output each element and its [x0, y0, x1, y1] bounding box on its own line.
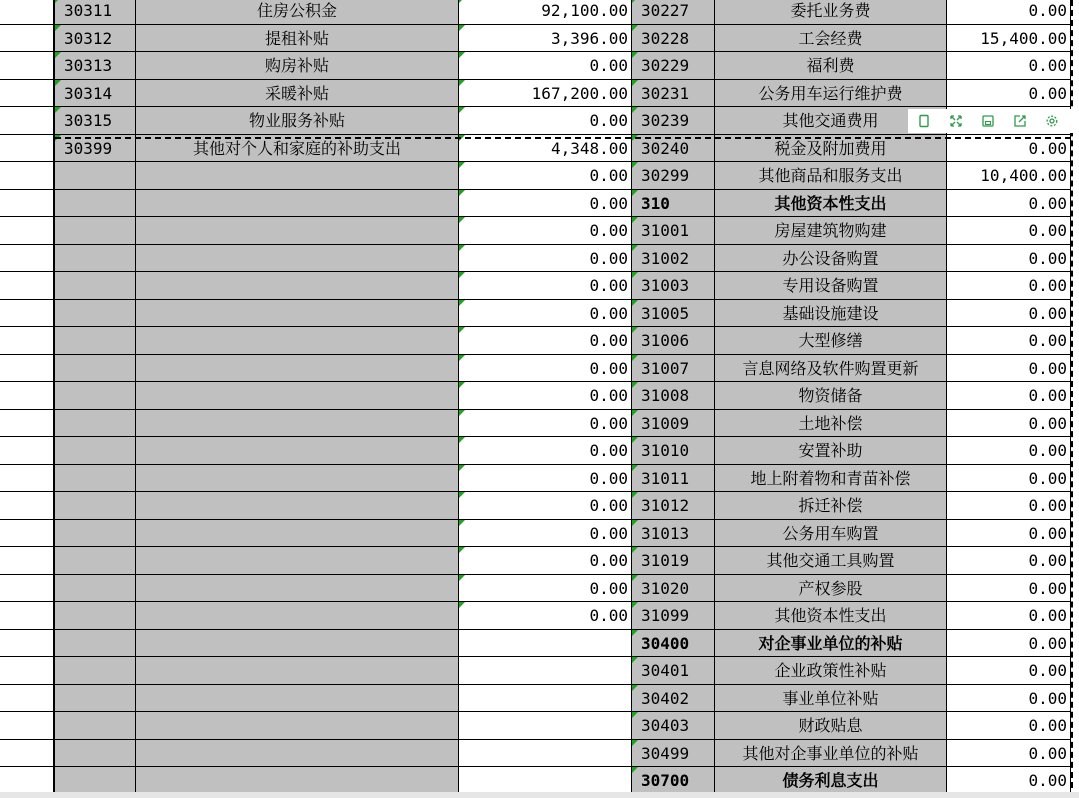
table-row — [0, 465, 1079, 493]
name-cell-right[interactable]: 房屋建筑物购建 — [715, 217, 947, 245]
code-cell-left[interactable] — [55, 162, 136, 190]
code-cell-left[interactable] — [55, 190, 136, 218]
name-cell-left[interactable] — [136, 327, 459, 355]
amount-cell-right[interactable]: 0.00 — [947, 465, 1071, 493]
name-cell-left[interactable] — [136, 712, 459, 740]
amount-cell-left[interactable]: 0.00 — [459, 245, 632, 273]
table-row — [0, 602, 1079, 630]
code-cell-right[interactable]: 30400 — [632, 630, 715, 658]
selection-dash-line — [55, 137, 1071, 139]
name-cell-right[interactable]: 其他对企事业单位的补贴 — [715, 740, 947, 768]
code-cell-right[interactable]: 30229 — [632, 52, 715, 80]
name-cell-right[interactable]: 大型修缮 — [715, 327, 947, 355]
code-cell-right[interactable]: 30403 — [632, 712, 715, 740]
name-cell-left[interactable]: 购房补贴 — [136, 52, 459, 80]
amount-cell-right[interactable]: 15,400.00 — [947, 25, 1071, 53]
save-icon[interactable] — [972, 109, 1004, 133]
amount-cell-right[interactable]: 0.00 — [947, 740, 1071, 768]
code-cell-left[interactable] — [55, 767, 136, 795]
amount-cell-right[interactable]: 10,400.00 — [947, 162, 1071, 190]
code-cell-left[interactable] — [55, 712, 136, 740]
amount-cell-left[interactable] — [459, 685, 632, 713]
amount-cell-right[interactable]: 0.00 — [947, 547, 1071, 575]
amount-cell-left[interactable] — [459, 630, 632, 658]
name-cell-right[interactable]: 言息网络及软件购置更新 — [715, 355, 947, 383]
table-row — [0, 245, 1079, 273]
copy-icon-shape — [917, 114, 931, 128]
amount-cell-right[interactable]: 0.00 — [947, 190, 1071, 218]
name-cell-left[interactable] — [136, 740, 459, 768]
amount-cell-right[interactable]: 0.00 — [947, 0, 1071, 25]
code-cell-left[interactable] — [55, 630, 136, 658]
code-cell-right[interactable]: 310 — [632, 190, 715, 218]
table-row — [0, 740, 1079, 768]
table-row — [0, 162, 1079, 190]
amount-cell-right[interactable]: 0.00 — [947, 630, 1071, 658]
row-header-cell — [0, 190, 55, 218]
amount-cell-right[interactable]: 0.00 — [947, 492, 1071, 520]
amount-cell-left[interactable]: 0.00 — [459, 465, 632, 493]
row-header-cell — [0, 272, 55, 300]
amount-cell-right[interactable]: 0.00 — [947, 52, 1071, 80]
amount-cell-left[interactable]: 0.00 — [459, 575, 632, 603]
name-cell-right[interactable]: 专用设备购置 — [715, 272, 947, 300]
amount-cell-left[interactable]: 0.00 — [459, 410, 632, 438]
horizontal-scrollbar[interactable] — [0, 792, 1079, 798]
table-row — [0, 767, 1079, 795]
row-header-cell — [0, 437, 55, 465]
code-cell-left[interactable] — [55, 740, 136, 768]
code-cell-right[interactable]: 30231 — [632, 80, 715, 108]
table-row — [0, 520, 1079, 548]
amount-cell-left[interactable]: 0.00 — [459, 547, 632, 575]
row-header-cell — [0, 630, 55, 658]
code-cell-left[interactable] — [55, 602, 136, 630]
table-row — [0, 327, 1079, 355]
copy-icon[interactable] — [908, 109, 940, 133]
amount-cell-left[interactable]: 0.00 — [459, 300, 632, 328]
amount-cell-right[interactable]: 0.00 — [947, 135, 1071, 163]
code-cell-right[interactable]: 31012 — [632, 492, 715, 520]
amount-cell-left[interactable]: 0.00 — [459, 520, 632, 548]
row-header-cell — [0, 162, 55, 190]
table-row — [0, 190, 1079, 218]
amount-cell-left[interactable] — [459, 712, 632, 740]
name-cell-right[interactable]: 土地补偿 — [715, 410, 947, 438]
amount-cell-right[interactable]: 0.00 — [947, 685, 1071, 713]
name-cell-right[interactable]: 其他资本性支出 — [715, 190, 947, 218]
name-cell-right[interactable]: 债务利息支出 — [715, 767, 947, 795]
row-header-cell — [0, 25, 55, 53]
table-row — [0, 217, 1079, 245]
name-cell-right[interactable]: 对企事业单位的补贴 — [715, 630, 947, 658]
name-cell-left[interactable] — [136, 355, 459, 383]
name-cell-right[interactable]: 其他交通工具购置 — [715, 547, 947, 575]
name-cell-right[interactable]: 拆迁补偿 — [715, 492, 947, 520]
name-cell-left[interactable]: 提租补贴 — [136, 25, 459, 53]
row-header-cell — [0, 355, 55, 383]
name-cell-left[interactable]: 物业服务补贴 — [136, 107, 459, 135]
expand-icon[interactable] — [940, 109, 972, 133]
name-cell-left[interactable]: 其他对个人和家庭的补助支出 — [136, 135, 459, 163]
name-cell-right[interactable]: 财政贴息 — [715, 712, 947, 740]
save-icon-shape — [981, 114, 995, 128]
row-header-cell — [0, 80, 55, 108]
code-cell-left[interactable] — [55, 300, 136, 328]
amount-cell-left[interactable]: 167,200.00 — [459, 80, 632, 108]
name-cell-left[interactable] — [136, 272, 459, 300]
code-cell-right[interactable]: 30700 — [632, 767, 715, 795]
code-cell-left[interactable]: 30313 — [55, 52, 136, 80]
code-cell-right[interactable]: 31002 — [632, 245, 715, 273]
code-cell-left[interactable] — [55, 465, 136, 493]
table-row — [0, 25, 1079, 53]
name-cell-right[interactable]: 办公设备购置 — [715, 245, 947, 273]
name-cell-right[interactable]: 税金及附加费用 — [715, 135, 947, 163]
amount-cell-left[interactable] — [459, 740, 632, 768]
code-cell-left[interactable] — [55, 410, 136, 438]
code-cell-left[interactable] — [55, 382, 136, 410]
table-row — [0, 355, 1079, 383]
name-cell-right[interactable]: 其他商品和服务支出 — [715, 162, 947, 190]
code-cell-right[interactable]: 30239 — [632, 107, 715, 135]
amount-cell-left[interactable]: 0.00 — [459, 52, 632, 80]
code-cell-left[interactable] — [55, 685, 136, 713]
name-cell-right[interactable]: 地上附着物和青苗补偿 — [715, 465, 947, 493]
row-header-cell — [0, 685, 55, 713]
amount-cell-right[interactable]: 0.00 — [947, 80, 1071, 108]
code-cell-right[interactable]: 31008 — [632, 382, 715, 410]
name-cell-left[interactable]: 采暖补贴 — [136, 80, 459, 108]
table-row — [0, 547, 1079, 575]
table-row — [0, 685, 1079, 713]
amount-cell-left[interactable]: 0.00 — [459, 190, 632, 218]
code-cell-right[interactable]: 31019 — [632, 547, 715, 575]
name-cell-left[interactable] — [136, 190, 459, 218]
code-cell-left[interactable] — [55, 492, 136, 520]
code-cell-right[interactable]: 31007 — [632, 355, 715, 383]
row-header-cell — [0, 382, 55, 410]
code-cell-right[interactable]: 31009 — [632, 410, 715, 438]
amount-cell-right[interactable]: 0.00 — [947, 437, 1071, 465]
table-row — [0, 712, 1079, 740]
row-header-cell — [0, 520, 55, 548]
code-cell-right[interactable]: 31020 — [632, 575, 715, 603]
code-cell-right[interactable]: 30499 — [632, 740, 715, 768]
amount-cell-right[interactable]: 0.00 — [947, 712, 1071, 740]
share-icon-shape — [1013, 114, 1027, 128]
code-cell-right[interactable]: 31013 — [632, 520, 715, 548]
row-header-cell — [0, 245, 55, 273]
amount-cell-right[interactable]: 0.00 — [947, 327, 1071, 355]
code-cell-left[interactable] — [55, 245, 136, 273]
name-cell-left[interactable] — [136, 492, 459, 520]
row-header-cell — [0, 740, 55, 768]
code-cell-left[interactable]: 30399 — [55, 135, 136, 163]
name-cell-right[interactable]: 其他交通费用 — [715, 107, 947, 135]
amount-cell-right[interactable]: 0.00 — [947, 520, 1071, 548]
amount-cell-left[interactable]: 0.00 — [459, 327, 632, 355]
amount-cell-left[interactable]: 3,396.00 — [459, 25, 632, 53]
amount-cell-left[interactable]: 0.00 — [459, 602, 632, 630]
code-cell-left[interactable] — [55, 547, 136, 575]
row-header-cell — [0, 657, 55, 685]
amount-cell-right[interactable]: 0.00 — [947, 410, 1071, 438]
row-header-cell — [0, 492, 55, 520]
name-cell-left[interactable] — [136, 767, 459, 795]
table-row — [0, 382, 1079, 410]
code-cell-right[interactable]: 30299 — [632, 162, 715, 190]
name-cell-left[interactable]: 住房公积金 — [136, 0, 459, 25]
code-cell-left[interactable] — [55, 327, 136, 355]
row-header-cell — [0, 602, 55, 630]
row-header-cell — [0, 300, 55, 328]
name-cell-left[interactable] — [136, 410, 459, 438]
name-cell-right[interactable]: 安置补助 — [715, 437, 947, 465]
amount-cell-left[interactable] — [459, 657, 632, 685]
code-cell-left[interactable]: 30314 — [55, 80, 136, 108]
name-cell-right[interactable]: 委托业务费 — [715, 0, 947, 25]
row-header-cell — [0, 107, 55, 135]
name-cell-right[interactable]: 物资储备 — [715, 382, 947, 410]
amount-cell-right[interactable]: 0.00 — [947, 575, 1071, 603]
amount-cell-right[interactable]: 0.00 — [947, 657, 1071, 685]
row-header-cell — [0, 767, 55, 795]
table-row — [0, 437, 1079, 465]
amount-cell-left[interactable]: 0.00 — [459, 272, 632, 300]
code-cell-left[interactable] — [55, 437, 136, 465]
name-cell-left[interactable] — [136, 547, 459, 575]
row-header-cell — [0, 217, 55, 245]
name-cell-right[interactable]: 企业政策性补贴 — [715, 657, 947, 685]
code-cell-right[interactable]: 30228 — [632, 25, 715, 53]
amount-cell-right[interactable]: 0.00 — [947, 382, 1071, 410]
code-cell-left[interactable] — [55, 272, 136, 300]
amount-cell-left[interactable]: 0.00 — [459, 107, 632, 135]
row-header-cell — [0, 575, 55, 603]
table-row — [0, 300, 1079, 328]
amount-cell-right[interactable]: 0.00 — [947, 602, 1071, 630]
amount-cell-right[interactable]: 0.00 — [947, 245, 1071, 273]
name-cell-right[interactable]: 产权参股 — [715, 575, 947, 603]
table-row — [0, 410, 1079, 438]
name-cell-right[interactable]: 工会经费 — [715, 25, 947, 53]
code-cell-right[interactable]: 31006 — [632, 327, 715, 355]
name-cell-right[interactable]: 福利费 — [715, 52, 947, 80]
amount-cell-left[interactable]: 4,348.00 — [459, 135, 632, 163]
name-cell-left[interactable] — [136, 217, 459, 245]
code-cell-right[interactable]: 31099 — [632, 602, 715, 630]
amount-cell-right[interactable]: 0.00 — [947, 272, 1071, 300]
floating-toolbar — [908, 109, 1079, 133]
row-header-cell — [0, 52, 55, 80]
row-header-cell — [0, 410, 55, 438]
name-cell-left[interactable] — [136, 465, 459, 493]
code-cell-left[interactable]: 30311 — [55, 0, 136, 25]
amount-cell-left[interactable]: 0.00 — [459, 437, 632, 465]
code-cell-right[interactable]: 30401 — [632, 657, 715, 685]
settings-icon-shape — [1045, 114, 1059, 128]
name-cell-left[interactable] — [136, 437, 459, 465]
table-row — [0, 52, 1079, 80]
name-cell-left[interactable] — [136, 685, 459, 713]
name-cell-left[interactable] — [136, 657, 459, 685]
settings-icon[interactable] — [1036, 109, 1068, 133]
code-cell-right[interactable]: 30227 — [632, 0, 715, 25]
expand-icon-shape — [949, 114, 963, 128]
code-cell-left[interactable] — [55, 657, 136, 685]
name-cell-right[interactable]: 公务用车运行维护费 — [715, 80, 947, 108]
name-cell-left[interactable] — [136, 575, 459, 603]
amount-cell-left[interactable]: 0.00 — [459, 382, 632, 410]
amount-cell-right[interactable]: 0.00 — [947, 767, 1071, 795]
code-cell-right[interactable]: 31001 — [632, 217, 715, 245]
name-cell-left[interactable] — [136, 630, 459, 658]
code-cell-left[interactable]: 30312 — [55, 25, 136, 53]
name-cell-left[interactable] — [136, 520, 459, 548]
name-cell-right[interactable]: 基础设施建设 — [715, 300, 947, 328]
amount-cell-left[interactable]: 0.00 — [459, 355, 632, 383]
row-header-cell — [0, 0, 55, 25]
code-cell-right[interactable]: 31011 — [632, 465, 715, 493]
row-header-cell — [0, 547, 55, 575]
code-cell-left[interactable]: 30315 — [55, 107, 136, 135]
amount-cell-left[interactable] — [459, 767, 632, 795]
amount-cell-left[interactable]: 0.00 — [459, 217, 632, 245]
table-row — [0, 492, 1079, 520]
code-cell-right[interactable]: 30240 — [632, 135, 715, 163]
name-cell-right[interactable]: 事业单位补贴 — [715, 685, 947, 713]
name-cell-left[interactable] — [136, 245, 459, 273]
amount-cell-left[interactable]: 0.00 — [459, 492, 632, 520]
name-cell-left[interactable] — [136, 602, 459, 630]
amount-cell-right[interactable]: 0.00 — [947, 355, 1071, 383]
code-cell-right[interactable]: 30402 — [632, 685, 715, 713]
table-row — [0, 80, 1079, 108]
code-cell-left[interactable] — [55, 575, 136, 603]
amount-cell-right[interactable]: 0.00 — [947, 217, 1071, 245]
name-cell-left[interactable] — [136, 300, 459, 328]
row-header-cell — [0, 327, 55, 355]
amount-cell-right[interactable]: 0.00 — [947, 300, 1071, 328]
row-header-cell — [0, 135, 55, 163]
code-cell-right[interactable]: 31010 — [632, 437, 715, 465]
code-cell-left[interactable] — [55, 520, 136, 548]
name-cell-right[interactable]: 其他资本性支出 — [715, 602, 947, 630]
table-row — [0, 630, 1079, 658]
table-row — [0, 272, 1079, 300]
code-cell-right[interactable]: 31005 — [632, 300, 715, 328]
table-row — [0, 657, 1079, 685]
share-icon[interactable] — [1004, 109, 1036, 133]
name-cell-left[interactable] — [136, 162, 459, 190]
code-cell-left[interactable] — [55, 217, 136, 245]
amount-cell-left[interactable]: 92,100.00 — [459, 0, 632, 25]
code-cell-left[interactable] — [55, 355, 136, 383]
row-header-cell — [0, 712, 55, 740]
row-header-cell — [0, 465, 55, 493]
amount-cell-left[interactable]: 0.00 — [459, 162, 632, 190]
table-row — [0, 0, 1079, 25]
code-cell-right[interactable]: 31003 — [632, 272, 715, 300]
name-cell-left[interactable] — [136, 382, 459, 410]
table-row — [0, 575, 1079, 603]
name-cell-right[interactable]: 公务用车购置 — [715, 520, 947, 548]
